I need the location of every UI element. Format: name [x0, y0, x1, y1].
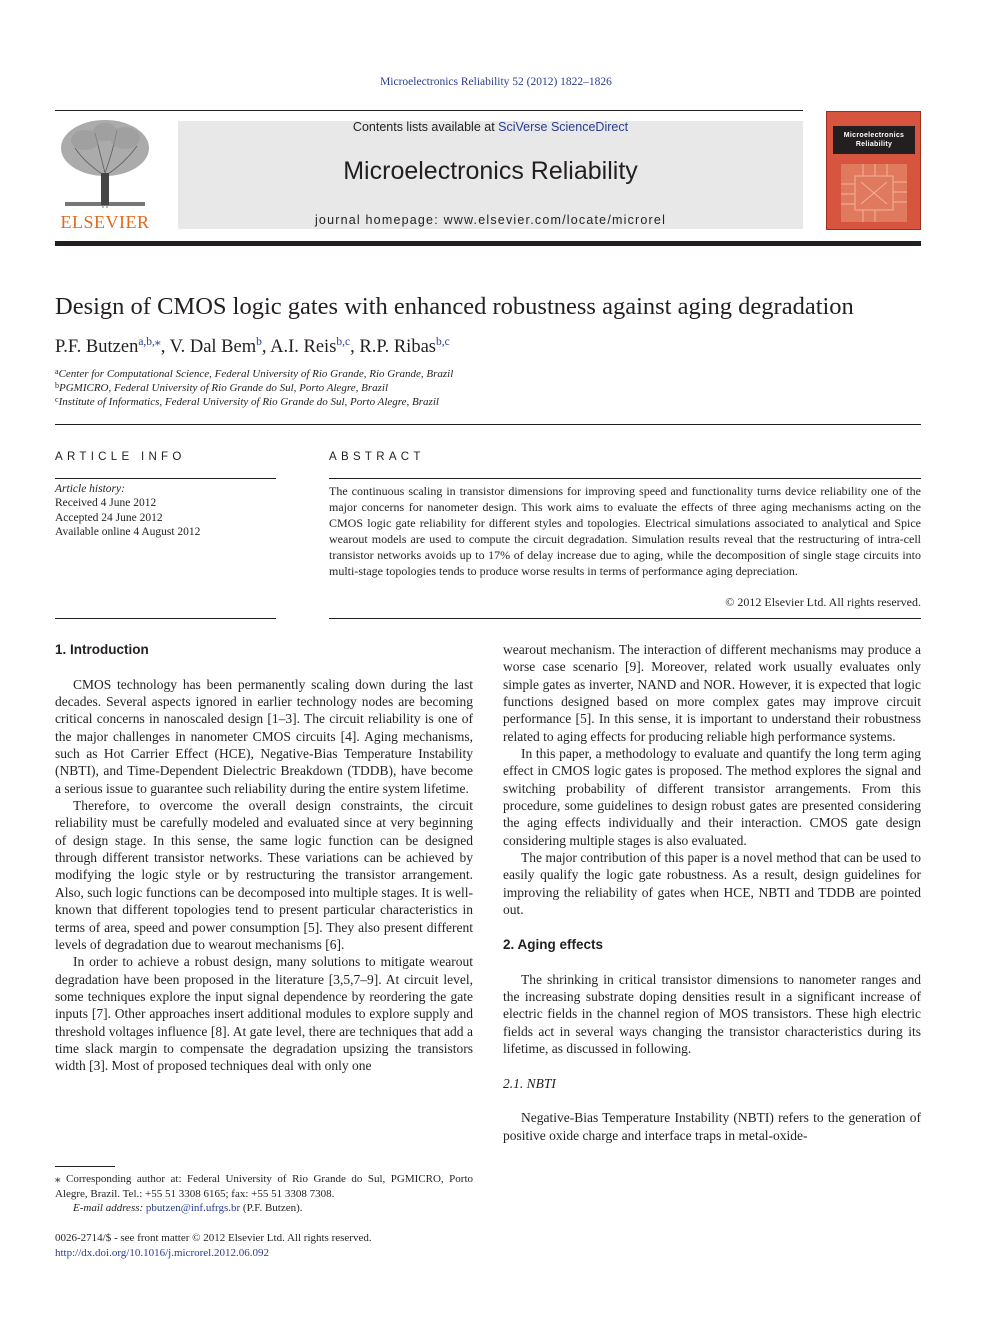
section-heading: 2. Aging effects: [503, 936, 604, 952]
affiliation-marker: a: [55, 367, 59, 376]
sciencedirect-link[interactable]: SciVerse ScienceDirect: [498, 120, 629, 134]
homepage-line: [178, 213, 803, 227]
issn-line: 0026-2714/$ - see front matter © 2012 Elsevier Ltd. All rights reserved.: [55, 1232, 372, 1244]
abstract-bottom-rule: [329, 618, 921, 619]
author-name: R.P. Ribas: [359, 337, 436, 357]
author-name: P.F. Butzen: [55, 337, 139, 357]
affiliation-text: PGMICRO, Federal University of Rio Grande do Sul, Porto Alegre, Brazil: [59, 382, 389, 394]
elsevier-wordmark: ELSEVIER: [60, 212, 150, 232]
header-rule: [55, 110, 803, 111]
paragraph: Negative-Bias Temperature Instability (NBTI) refers to the generation of positive oxide charge and interface traps in metal-oxide-: [503, 1110, 921, 1143]
author-name: A.I. Reis: [270, 337, 337, 357]
article-title: Design of CMOS logic gates with enhanced robustness against aging degradation: [55, 293, 854, 320]
paragraph: CMOS technology has been permanently scaling down during the last decades. Several aspects ignored in earlier technology nodes are becoming critical concerns in nanoscaled design [1–3]. The circuit reliability is one of the major challenges in nanometer CMOS circuits [4]. Aging mechanisms, such as Hot Carrier Effect (HCE), Negative-Bias Temperature Instability (NBTI), and Time-Dependent Dielectric Breakdown (TDDB), have become a serious issue to guarantee such reliability during the entire system lifetime.: [55, 676, 473, 796]
body-column-right: [503, 641, 921, 1144]
subsection-heading: 2.1. NBTI: [503, 1075, 556, 1091]
homepage-url[interactable]: www.elsevier.com/locate/microrel: [443, 213, 667, 227]
journal-title: Microelectronics Reliability: [343, 157, 638, 185]
corresponding-author-footnote: [55, 1172, 473, 1216]
contents-line: [178, 120, 803, 134]
paragraph: In this paper, a methodology to evaluate and quantify the long term aging effect in CMOS logic gates is proposed. The method explores the signal and switching probability of different transistor arrangements. From this procedure, some guidelines to design robust gates are presented considering the aging effects individually and their interaction. CMOS gate design considering multiple stages is also evaluated.: [503, 746, 921, 848]
affiliation: [55, 367, 755, 380]
affiliation: [55, 395, 755, 408]
affiliation-marker: c: [55, 395, 59, 404]
author-affiliation-marker[interactable]: b,c: [336, 336, 351, 348]
cover-title-line1: Microelectronics: [843, 132, 905, 139]
author-affiliation-marker[interactable]: a,b,⁎: [138, 336, 161, 348]
cover-chip-graphic: [841, 164, 907, 222]
paragraph: Therefore, to overcome the overall design constraints, the circuit reliability must be carefully modeled and evaluated since at very beginning of design stage. In this sense, the same logic function can be designed through different transistor networks. These variations can be achieved by modifying the logic style or by restructuring the transistor arrangement. Also, such logic functions can be decomposed into multiple stages. It is well-known that different topologies tend to present particular characteristics in terms of area, speed and power consumption [5]. They also present different levels of degradation due to wearout mechanisms [6].: [55, 798, 473, 952]
history-accepted: Accepted 24 June 2012: [55, 511, 163, 524]
cover-title-line2: Reliability: [855, 141, 893, 148]
header-thick-rule: [55, 241, 921, 246]
cover-title: [833, 131, 915, 149]
affiliation-text: Institute of Informatics, Federal University of Rio Grande do Sul, Porto Alegre, Brazil: [58, 396, 439, 408]
body-column-left: [55, 641, 473, 1075]
contents-prefix: Contents lists available at: [352, 120, 499, 134]
abstract-heading: ABSTRACT: [329, 451, 425, 463]
author-email-link[interactable]: pbutzen@inf.ufrgs.br: [145, 1202, 241, 1214]
affiliation-marker: b: [55, 381, 59, 390]
history-received: Received 4 June 2012: [55, 497, 157, 510]
email-label: E-mail address:: [73, 1202, 144, 1214]
article-history: [55, 482, 275, 539]
affiliation-text: Center for Computational Science, Federal University of Rio Grande, Rio Grande, Brazil: [58, 368, 454, 380]
author-affiliation-marker[interactable]: b: [256, 336, 262, 348]
email-suffix: (P.F. Butzen).: [242, 1202, 303, 1214]
paragraph: The shrinking in critical transistor dimensions to nanometer ranges and the increasing substrate doping densities result in a significant increase of electric fields in the channel region of MOS transistors. These high electric fields act in several ways changing the transistor characteristics during its lifetime, as discussed in following.: [503, 971, 921, 1056]
abstract-text: The continuous scaling in transistor dimensions for improving speed and functionality turns device reliability one of the major concerns for nanometer design. This work aims to evaluate the effects of three aging mechanisms acting on the CMOS logic gate reliability for different styles and topologies. Electrical simulations associated to analytical and Spice wearout models are used to compute the circuit degradation. Simulation results reveal that the restructuring of intra-cell transistor networks avoids up to 17% of delay increase due to aging, while the decomposition of single stage circuits into multi-stage topologies tends to produce worse results in terms of performance aging depreciation.: [329, 484, 921, 578]
running-head[interactable]: Microelectronics Reliability 52 (2012) 1822–1826: [380, 76, 612, 88]
section-divider: [55, 424, 921, 425]
author-affiliation-marker[interactable]: b,c: [435, 336, 450, 348]
footnote-mark: ⁎: [55, 1173, 61, 1185]
author-list: P.F. Butzen$^{a,b,⁎}$, V. Dal Bem$^b$, A.I. Reis$^{b,c}$, R.P. Ribas$^{b,c}$: [55, 336, 450, 357]
author-name: V. Dal Bem: [169, 337, 257, 357]
doi-link[interactable]: http://dx.doi.org/10.1016/j.microrel.2012.06.092: [55, 1246, 269, 1259]
section-heading: 1. Introduction: [55, 642, 149, 657]
footnote-text: Corresponding author at: Federal University of Rio Grande do Sul, PGMICRO, Porto Alegre, Brazil. Tel.: +55 51 3308 6165; fax: +55 51 3308 7308.: [55, 1173, 474, 1200]
article-info-rule: [55, 478, 276, 479]
footnote-rule: [55, 1166, 115, 1167]
article-info-bottom-rule: [55, 618, 276, 619]
history-online: Available online 4 August 2012: [55, 525, 201, 538]
page-footer: [55, 1231, 555, 1260]
abstract-copyright: © 2012 Elsevier Ltd. All rights reserved.: [725, 595, 921, 609]
homepage-prefix: journal homepage:: [314, 213, 444, 227]
abstract-rule: [329, 478, 921, 479]
paragraph: The major contribution of this paper is a novel method that can be used to easily qualify the logic gate robustness. As a result, design guidelines for improving the reliability of gates when HCE, NBTI and TDDB are pointed out.: [503, 850, 921, 918]
paragraph: wearout mechanism. The interaction of different mechanisms may produce a worse case scenario [9]. Moreover, related work usually evaluates only simple gates as inverter, NAND and NOR. However, it is expected that logic functions designed based on more complex gates may improve circuit performance [5]. In this sense, it is important to understand their robustness related to aging effects for producing reliable high performance systems.: [503, 642, 921, 744]
history-label: Article history:: [55, 483, 125, 495]
journal-cover-image: [826, 111, 921, 230]
article-info-heading: ARTICLE INFO: [55, 451, 186, 463]
affiliation: [55, 381, 755, 394]
paragraph: In order to achieve a robust design, many solutions to mitigate wearout degradation have been proposed in the literature [3,5,7–9]. At circuit level, some techniques explore the input signal dependence by reordering the gate inputs [7]. Other approaches insert additional modules to explore supply and threshold voltages influence [8]. At gate level, there are techniques that add a time slack margin to compensate the degradation upsizing the transistors width [3]. Most of proposed techniques deal with only one: [55, 954, 473, 1074]
